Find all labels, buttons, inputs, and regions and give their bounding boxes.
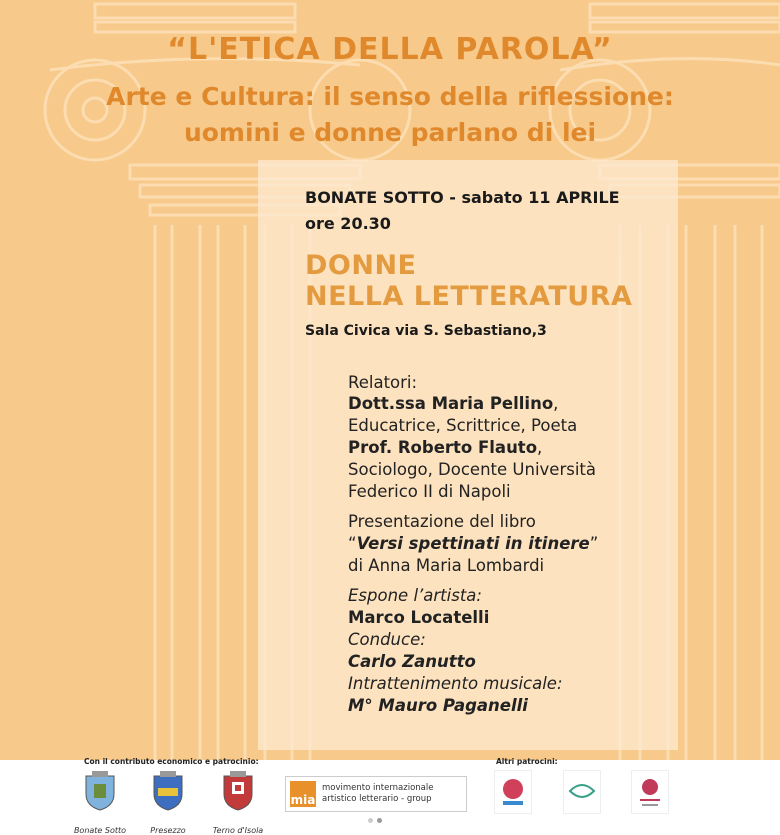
bonate-sotto-crest-icon — [82, 770, 118, 812]
event-time: ore 20.30 — [305, 214, 391, 233]
carousel-dots — [368, 818, 382, 823]
contrib-label: Con il contributo economico e patrocinio: — [84, 757, 259, 766]
patron-logo-3-icon — [631, 770, 669, 814]
crest-name-bonate-sotto: Bonate Sotto — [73, 826, 127, 835]
mial-logo-icon: mia — [290, 781, 316, 807]
host-label: Conduce: — [348, 630, 426, 649]
poster-subtitle-line2: uomini e donne parlano di lei — [183, 118, 597, 147]
event-date: BONATE SOTTO - sabato 11 APRILE — [305, 188, 620, 207]
presezzo-crest-icon — [150, 770, 186, 812]
mial-logo-text — [322, 783, 433, 805]
speaker1-separator: , — [553, 394, 559, 413]
speaker2 — [348, 438, 542, 457]
topic-line2: NELLA LETTERATURA — [305, 281, 633, 312]
poster-title: “L'ETICA DELLA PAROLA” — [167, 32, 613, 67]
carousel-dot-2[interactable] — [377, 818, 382, 823]
speaker2-separator: , — [537, 438, 543, 457]
book-title-close-quote: ” — [589, 534, 599, 553]
mial-line2: artistico letterario - group — [322, 794, 432, 804]
book-author: di Anna Maria Lombardi — [348, 556, 545, 575]
mial-line1: movimento internazionale — [322, 783, 434, 793]
music-name: M° Mauro Paganelli — [348, 696, 528, 715]
host-name: Carlo Zanutto — [348, 652, 476, 671]
poster-subtitle-line1: Arte e Cultura: il senso della riflessione: — [106, 82, 674, 111]
artist-label: Espone l’artista: — [348, 586, 482, 605]
speaker2-role-line2: Federico II di Napoli — [348, 482, 511, 501]
crest-name-terno-isola: Terno d'Isola — [212, 826, 264, 835]
book-title — [348, 534, 598, 553]
book-title-text: Versi spettinati in itinere — [356, 534, 590, 553]
crest-name-presezzo: Presezzo — [150, 826, 186, 835]
terno-isola-crest-icon — [220, 770, 256, 812]
speaker1-role: Educatrice, Scrittrice, Poeta — [348, 416, 578, 435]
venue: Sala Civica via S. Sebastiano,3 — [305, 323, 547, 339]
book-intro: Presentazione del libro — [348, 512, 536, 531]
music-label: Intrattenimento musicale: — [348, 674, 563, 693]
speaker1-name: Dott.ssa Maria Pellino — [348, 394, 554, 413]
speaker1 — [348, 394, 558, 413]
topic-line1: DONNE — [305, 250, 417, 281]
book-title-open-quote: “ — [348, 534, 357, 553]
carousel-dot-1[interactable] — [368, 818, 373, 823]
artist-name: Marco Locatelli — [348, 608, 490, 627]
speaker2-role-line1: Sociologo, Docente Università — [348, 460, 596, 479]
other-patrons-label: Altri patrocini: — [496, 757, 558, 766]
speaker2-name: Prof. Roberto Flauto — [348, 438, 538, 457]
mial-group-logo — [285, 776, 467, 812]
patron-logo-2-icon — [563, 770, 601, 814]
speakers-label: Relatori: — [348, 373, 418, 392]
patron-logo-1-icon — [494, 770, 532, 814]
